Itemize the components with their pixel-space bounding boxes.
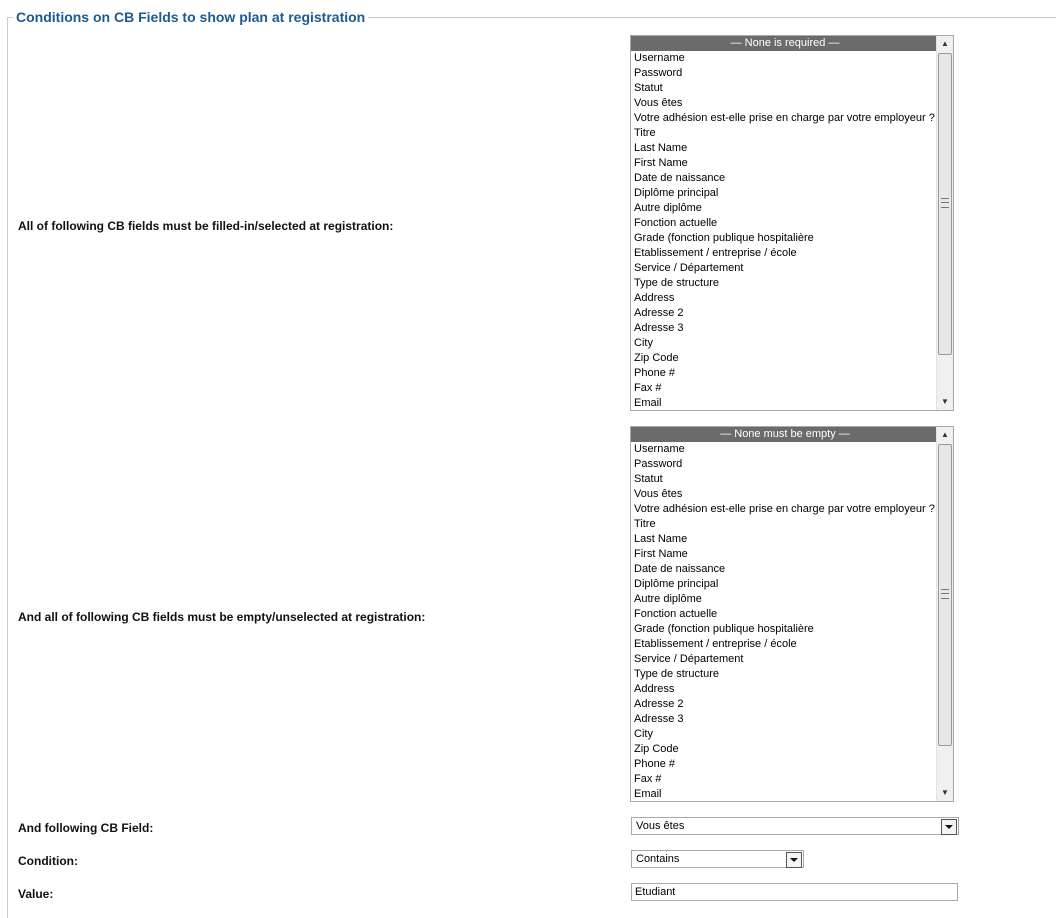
condition-select[interactable] [631, 850, 804, 868]
listbox-option[interactable]: Username [634, 443, 685, 455]
listbox-option[interactable]: City [634, 337, 653, 349]
value-label: Value: [18, 887, 54, 901]
listbox-option[interactable]: Adresse 3 [634, 322, 684, 334]
listbox-option[interactable]: Titre [634, 127, 656, 139]
listbox-option[interactable]: Zip Code [634, 743, 679, 755]
listbox-option[interactable]: Address [634, 683, 675, 695]
listbox-option[interactable]: Adresse 2 [634, 698, 684, 710]
listbox-option[interactable]: Statut [634, 473, 663, 485]
listbox-option[interactable]: Grade (fonction publique hospitalière [634, 232, 814, 244]
listbox-option[interactable]: Username [634, 52, 685, 64]
chevron-down-icon[interactable] [786, 852, 802, 868]
listbox-option-none-required[interactable]: — None is required — [631, 36, 936, 51]
listbox-option[interactable]: Titre [634, 518, 656, 530]
listbox-option[interactable]: Fax # [634, 382, 662, 394]
listbox-option[interactable]: Date de naissance [634, 563, 726, 575]
empty-fields-label: And all of following CB fields must be empty/unselected at registration: [18, 610, 426, 624]
listbox-option[interactable]: Autre diplôme [634, 593, 702, 605]
listbox-option[interactable]: Etablissement / entreprise / école [634, 638, 797, 650]
listbox-option[interactable]: Fonction actuelle [634, 608, 718, 620]
listbox-option[interactable]: Votre adhésion est-elle prise en charge par votre employeur ? [634, 112, 935, 124]
listbox-option[interactable]: Date de naissance [634, 172, 726, 184]
required-fields-scrollbar[interactable] [936, 36, 953, 410]
listbox-option[interactable]: Fax # [634, 773, 662, 785]
listbox-option[interactable]: Service / Département [634, 262, 744, 274]
listbox-option[interactable]: Autre diplôme [634, 202, 702, 214]
listbox-option[interactable]: Last Name [634, 142, 688, 154]
condition-value: Contains [636, 853, 680, 865]
listbox-option[interactable]: Email [634, 397, 662, 409]
value-input[interactable] [631, 883, 958, 901]
listbox-option[interactable]: Email [634, 788, 662, 800]
listbox-option[interactable]: Phone # [634, 758, 675, 770]
listbox-option-none-empty[interactable]: — None must be empty — [631, 427, 936, 442]
listbox-option[interactable]: Grade (fonction publique hospitalière [634, 623, 814, 635]
listbox-option[interactable]: Type de structure [634, 668, 719, 680]
listbox-option[interactable]: Statut [634, 82, 663, 94]
scroll-down-arrow-icon[interactable]: ▼ [941, 788, 949, 797]
listbox-option[interactable]: Vous êtes [634, 97, 683, 109]
condition-label: Condition: [18, 854, 78, 868]
scrollbar-thumb[interactable] [938, 53, 952, 355]
cb-field-label: And following CB Field: [18, 821, 154, 835]
listbox-option[interactable]: First Name [634, 548, 688, 560]
empty-fields-listbox[interactable] [630, 426, 954, 802]
scrollbar-thumb[interactable] [938, 444, 952, 746]
section-legend: Conditions on CB Fields to show plan at registration [13, 8, 368, 26]
required-fields-listbox[interactable] [630, 35, 954, 411]
listbox-option[interactable]: First Name [634, 157, 688, 169]
listbox-option[interactable]: Zip Code [634, 352, 679, 364]
listbox-option[interactable]: Fonction actuelle [634, 217, 718, 229]
listbox-option[interactable]: Vous êtes [634, 488, 683, 500]
listbox-option[interactable]: Etablissement / entreprise / école [634, 247, 797, 259]
required-fields-label: All of following CB fields must be filled-in/selected at registration: [18, 219, 394, 233]
chevron-down-icon[interactable] [941, 819, 957, 835]
empty-fields-scrollbar[interactable] [936, 427, 953, 801]
listbox-option[interactable]: Password [634, 458, 683, 470]
listbox-option[interactable]: City [634, 728, 653, 740]
listbox-option[interactable]: Diplôme principal [634, 187, 719, 199]
cb-field-value: Vous êtes [636, 820, 685, 832]
scroll-up-arrow-icon[interactable]: ▲ [941, 39, 949, 48]
listbox-option[interactable]: Last Name [634, 533, 688, 545]
listbox-option[interactable]: Phone # [634, 367, 675, 379]
scroll-up-arrow-icon[interactable]: ▲ [941, 430, 949, 439]
listbox-option[interactable]: Type de structure [634, 277, 719, 289]
listbox-option[interactable]: Votre adhésion est-elle prise en charge par votre employeur ? [634, 503, 935, 515]
listbox-option[interactable]: Adresse 3 [634, 713, 684, 725]
scroll-down-arrow-icon[interactable]: ▼ [941, 397, 949, 406]
listbox-option[interactable]: Service / Département [634, 653, 744, 665]
listbox-option[interactable]: Address [634, 292, 675, 304]
listbox-option[interactable]: Password [634, 67, 683, 79]
listbox-option[interactable]: Diplôme principal [634, 578, 719, 590]
listbox-option[interactable]: Adresse 2 [634, 307, 684, 319]
cb-field-select[interactable] [631, 817, 959, 835]
